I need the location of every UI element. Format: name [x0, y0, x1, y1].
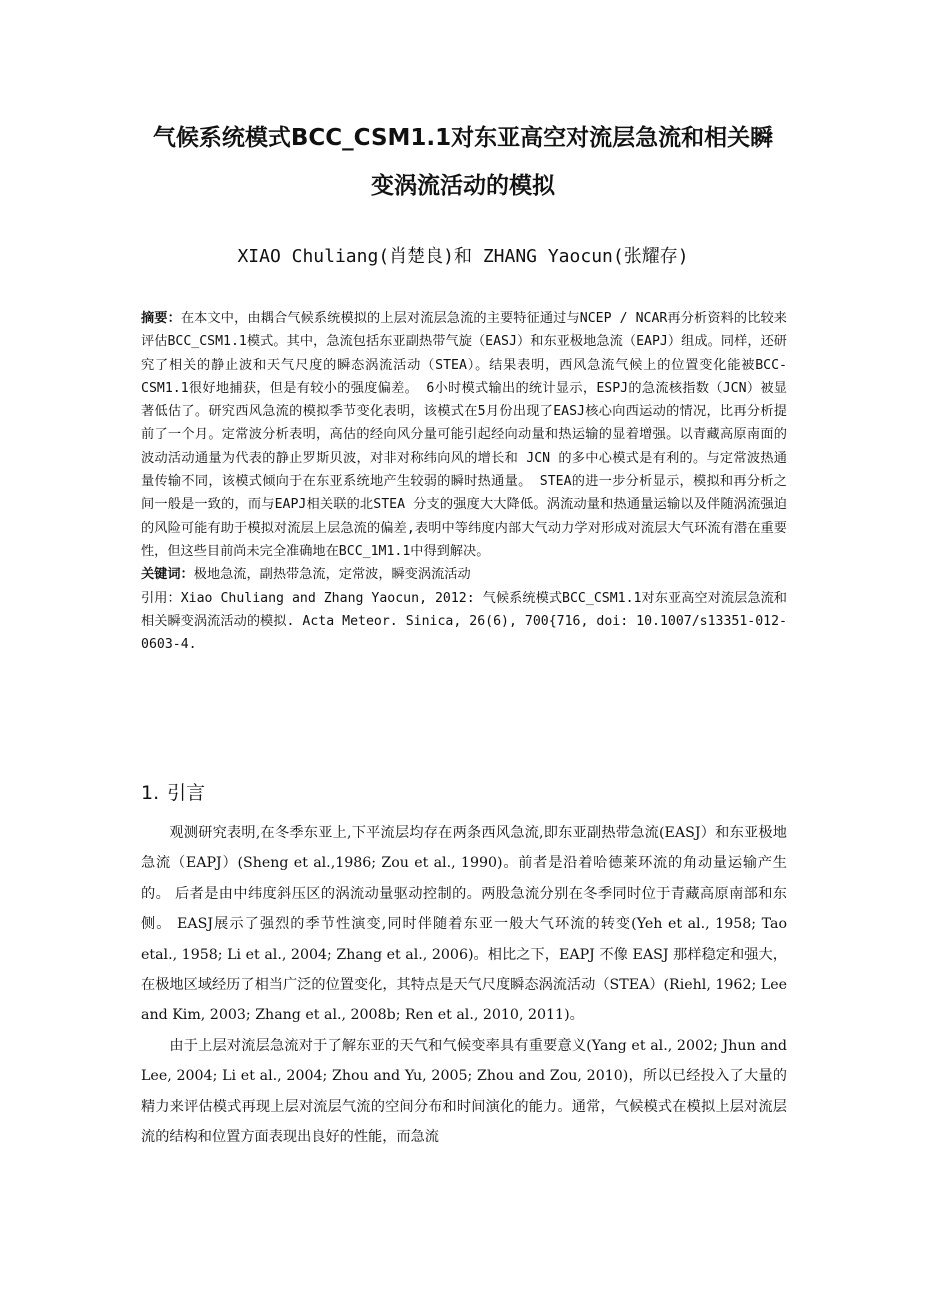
abstract-block — [141, 307, 787, 656]
citation-label: 引用： — [141, 590, 181, 606]
citation-text: Xiao Chuliang and Zhang Yaocun, 2012: 气候系统模式BCC_CSM1.1对东亚高空对流层急流和相关瞬变涡流活动的模拟. Acta Meteor. Sinica, 26(6), 700{716, doi: 10.1007/s13351-012-0603-4. — [141, 590, 787, 653]
keywords-label: 关键词： — [141, 567, 194, 583]
abstract — [141, 307, 787, 563]
abstract-label: 摘要： — [141, 311, 181, 326]
section-heading-introduction — [141, 778, 213, 808]
body-paragraph: 由于上层对流层急流对于了解东亚的天气和气候变率具有重要意义(Yang et al., 2002; Jhun and Lee, 2004; Li et al., 2004; Zhou and Yu, 2005; Zhou and Zou, 2010)，所以已经投入了大量的精力来评估模式再现上层对流层气流的空间分布和时间演化的能力。通常，气候模式在模拟上层对流层流的结构和位置方面表现出良好的性能，而急流 — [141, 1037, 787, 1146]
author-list: XIAO Chuliang(肖楚良)和 ZHANG Yaocun(张耀存) — [237, 246, 689, 267]
citation — [141, 587, 787, 657]
keywords-text: 极地急流，副热带急流，定常波，瞬变涡流活动 — [193, 567, 471, 583]
body-paragraph: 观测研究表明,在冬季东亚上,下平流层均存在两条西风急流,即东亚副热带急流(EASJ）和东亚极地急流（EAPJ）(Sheng et al.,1986; Zou et al., 1990)。前者是沿着哈德莱环流的角动量运输产生的。 后者是由中纬度斜压区的涡流动量驱动控制的。两股急流分别在冬季同时位于青藏高原南部和东侧。 EASJ展示了强烈的季节性演变,同时伴随着东亚一般大气环流的转变(Yeh et al., 1958; Tao etal., 1958; Li et al., 2004; Zhang et al., 2006)。相比之下，EAPJ 不像 EASJ 那样稳定和强大，在极地区域经历了相当广泛的位置变化，其特点是天气尺度瞬态涡流活动（STEA）(Riehl, 1962; Lee and Kim, 2003; Zhang et al., 2008b; Ren et al., 2010, 2011)。 — [141, 825, 787, 1024]
paper-title-line-1: 气候系统模式BCC_CSM1.1对东亚高空对流层急流和相关瞬 — [152, 125, 774, 151]
section-number: 1. — [141, 782, 160, 804]
abstract-text: 在本文中，由耦合气候系统模拟的上层对流层急流的主要特征通过与NCEP / NCAR再分析资料的比较来评估BCC_CSM1.1模式。其中，急流包括东亚副热带气旋（EASJ）和东亚极地急流（EAPJ）组成。同样，还研究了相关的静止波和天气尺度的瞬态涡流活动（STEA）。结果表明，西风急流气候上的位置变化能被BCC-CSM1.1很好地捕获，但是有较小的强度偏差。 6小时模式输出的统计显示，ESPJ的急流核指数（JCN）被显著低估了。研究西风急流的模拟季节变化表明，该模式在5月份出现了EASJ核心向西运动的情况，比再分析提前了一个月。定常波分析表明，高估的经向风分量可能引起经向动量和热运输的显着增强。以青藏高原南面的波动活动通量为代表的静止罗斯贝波，对非对称纬向风的增长和 JCN 的多中心模式是有利的。与定常波热通量传输不同，该模式倾向于在东亚系统地产生较弱的瞬时热通量。 STEA的进一步分析显示，模拟和再分析之间一般是一致的，而与EAPJ相关联的北STEA 分支的强度大大降低。涡流动量和热通量运输以及伴随涡流强迫的风险可能有助于模拟对流层上层急流的偏差,表明中等纬度内部大气动力学对形成对流层大气环流有潜在重要性，但这些目前尚未完全准确地在BCC_1M1.1中得到解决。 — [141, 311, 787, 559]
keywords — [141, 563, 787, 586]
paper-title-line-2: 变涡流活动的模拟 — [371, 173, 555, 199]
section-title: 引言 — [167, 782, 206, 804]
section-body — [141, 818, 787, 1152]
